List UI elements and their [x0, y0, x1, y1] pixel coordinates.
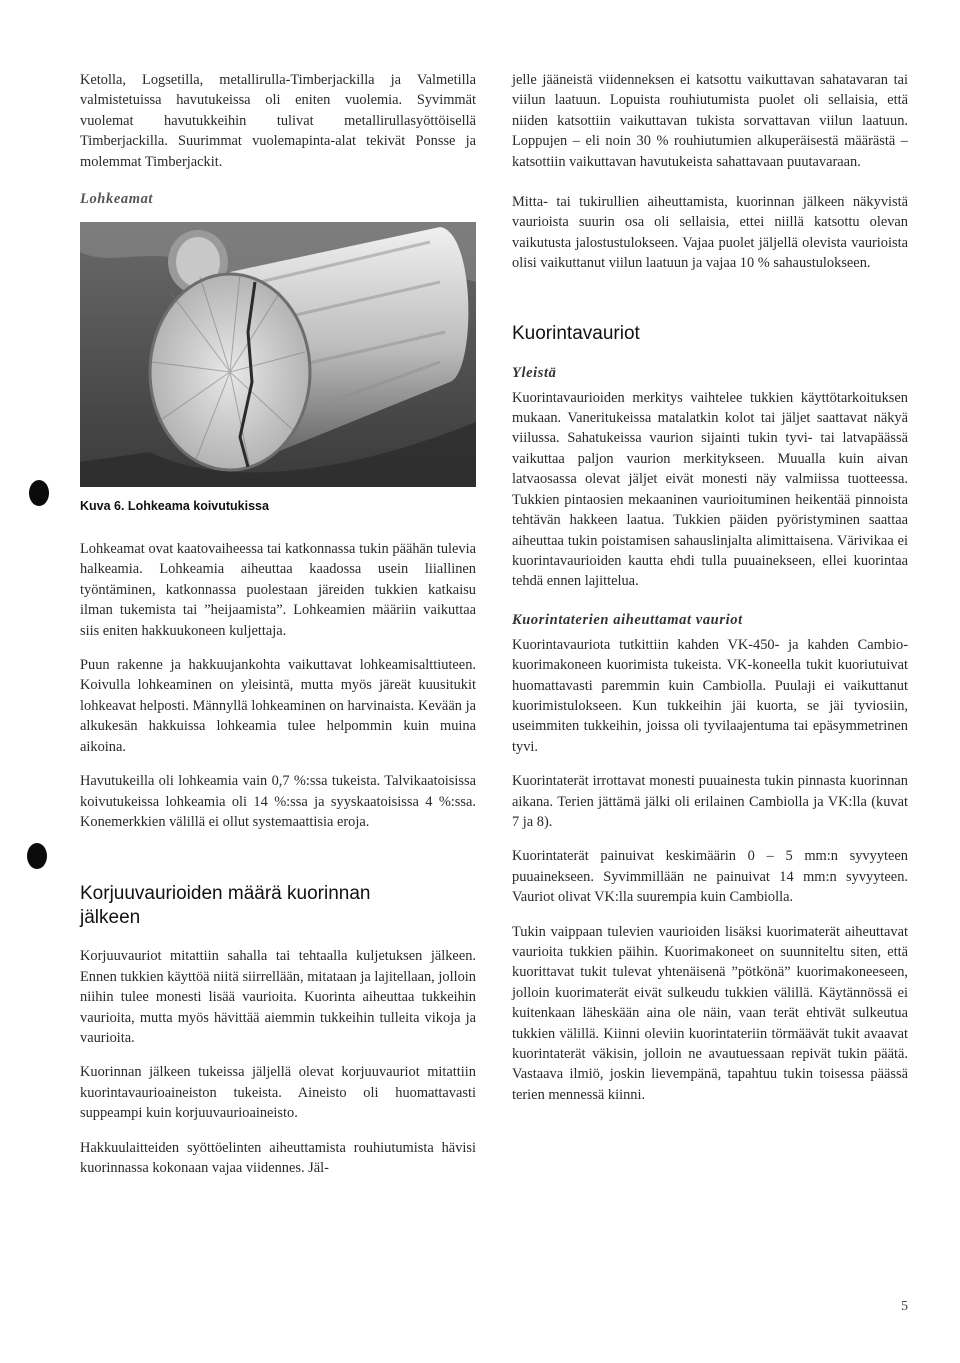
korjuu-paragraph-2: Kuorinnan jälkeen tukeissa jäljellä olevat korjuuvauriot mitattiin kuorintavaurioaineiston tukeista. Aineisto oli huomattavasti suppeampi kuin korjuuvaurioaineisto. — [80, 1064, 476, 1122]
subheading-yleista: Yleistä — [512, 364, 557, 381]
lohkeamat-paragraph-3: Havutukeilla oli lohkeamia vain 0,7 %:ssa tukeista. Talvikaatoisissa koivutukeissa lohkeamia oli 14 %:ssa ja syyskaatoisissa 4 %:ssa. Konemerkkien välillä ei ollut systemaattisia eroja. — [80, 773, 476, 830]
section-heading-kuorintavauriot: Kuorintavauriot — [512, 322, 640, 344]
aiheuttamat-paragraph-4: Tukin vaippaan tulevien vaurioiden lisäksi kuorimaterät aiheuttavat vaurioita tukkien päihin. Kuorimakoneet on suunniteltu siten, että kuorittavat tukit tulevat yhtenäisenä ”pötkönä” kuorimakoneeseen, jolloin kuorimaterät eivät sulkeudu tukkien välillä. Käytännössä ei kuitenkaan läheskään aina ole näin, vaan terät ehtivät sulkeutua tukkien välillä. Kiinni oleviin kuorintateriin törmäävät tukit avaavat kuorintaterät väkisin, jolloin ne avautuessaan repivät tukin päätä. Vastaava ilmiö, joskin lievempänä, tapahtuu tukin toisessa päässä terien mennessä kiinni. — [512, 923, 908, 1103]
binder-hole-top — [29, 480, 49, 506]
aiheuttamat-paragraph-3: Kuorintaterät painuivat keskimäärin 0 – 5 mm:n syvyyteen puuainekseen. Syvimmillään ne painuivat 14 mm:n syvyyteen. Vauriot olivat VK:lla suurempia kuin Cambiolla. — [512, 848, 908, 906]
section-heading-korjuuvauriot: Korjuuvaurioiden määrä kuorinnan jälkeen — [80, 883, 371, 929]
figure-caption: Kuva 6. Lohkeama koivutukissa — [80, 499, 269, 514]
log-illustration — [80, 222, 476, 487]
korjuu-paragraph-1: Korjuuvauriot mitattiin sahalla tai tehtaalla kuljetuksen jälkeen. Ennen tukkien käyttöä niitä siirrellään, mitataan ja lajitellaan, jolloin niihin tulee monesti lisää vaurioita. Kuorinta aiheuttaa tukkeihin vaurioita, mutta myös hävittää aiemmin tukkeihin tulleita vikoja ja vaurioita. — [80, 948, 476, 1046]
lohkeamat-paragraph-2: Puun rakenne ja hakkuujankohta vaikuttavat lohkeamisalttiuteen. Koivulla lohkeaminen on yleisintä, mutta myös järeät kuusitukit lohkeavat helposti. Männyllä lohkeaminen on harvinaista. Kevään ja alkukesän hakkuissa lohkeamia tulee helpommin kuin muina aikoina. — [80, 657, 476, 755]
rullat-paragraph: Mitta- tai tukirullien aiheuttamista, kuorinnan jälkeen näkyvistä vaurioista suurin osa oli sellaisia, ettei niillä katsottu olevan vaikutusta jalostustulokseen. Vajaa puolet jäljellä olevista vaurioista olisi vaikuttanut viilun laatuun ja vajaa 10 % sahaustulokseen. — [512, 194, 908, 272]
aiheuttamat-paragraph-2: Kuorintaterät irrottavat monesti puuainesta tukin pinnasta kuorinnan aikana. Terien jättämä jälki oli erilainen Cambiolla ja VK:lla (kuvat 7 ja 8). — [512, 773, 908, 830]
split-log-photo — [80, 222, 476, 487]
intro-paragraph: Ketolla, Logsetilla, metallirulla-Timberjackilla ja Valmetilla valmistetuissa havutukeissa oli eniten vuolemia. Syvimmät vuolemat havutukkeihin tulivat metallirullasyöttöisellä Timberjackilla. Suurimmat vuolemapinta-alat tekivät Ponsse ja molemmat Timberjackit. — [80, 72, 476, 170]
aiheuttamat-paragraph-1: Kuorintavauriota tutkittiin kahden VK-450- ja kahden Cambio-kuorimakoneen kuorimista tukeista. VK-koneella tukit kuoriutuivat huomattavasti paremmin kuin Cambiolla. Puulaji ei vaikuttanut kuorimistulokseen. Kun tukkeihin jäi kuorta, se jäi tyviosiin, useimmiten tukkeihin, joissa oli tyvilaajentuma tai epäsymmetrinen tyvi. — [512, 636, 908, 755]
right-column — [512, 70, 908, 1105]
subheading-kuorintaterien-vauriot: Kuorintaterien aiheuttamat vauriot — [512, 611, 743, 628]
lohkeamat-paragraph-1: Lohkeamat ovat kaatovaiheessa tai katkonnassa tukin päähän tulevia halkeamia. Lohkeamia aiheuttaa kaadossa usein liiallinen työntäminen, katkonnassa puolestaan järeiden tukkien katkaisu ilman tukemista tai ”heijaamista”. Lohkeamien määriin vaikuttaa siis eniten hakkuukoneen kuljettaja. — [80, 541, 476, 639]
binder-hole-bottom — [27, 843, 47, 869]
left-column — [80, 70, 476, 1178]
section-subheading-lohkeamat: Lohkeamat — [80, 191, 154, 208]
korjuu-paragraph-3: Hakkuulaitteiden syöttöelinten aiheuttamista rouhiutumista hävisi kuorinnassa kokonaan vajaa viidennes. Jäl- — [80, 1139, 476, 1176]
continued-paragraph: jelle jääneistä viidenneksen ei katsottu vaikuttavan sahatavaran tai viilun laatuun. Lopuista rouhiutumista puolet oli sellaisia, että niiden katsottiin vaikuttavan tukista sorvattavan viilun laatuun. Loppujen – eli noin 30 % rouhiutumien alkuperäisestä määrästä – katsottiin vaikuttavan havutukeista sahattavaan puutavaraan. — [512, 72, 908, 170]
page-number: 5 — [901, 1299, 908, 1314]
yleista-paragraph: Kuorintavaurioiden merkitys vaihtelee tukkien käyttötarkoituksen mukaan. Vaneritukeissa matalatkin kolot tai jäljet saattavat näkyä viilussa. Sahatukeissa vaurion sijainti tukin tyvi- tai latvapäässä vaikuttaa paljon vaurion merkitykseen. Muualla kuin aivan latvaosassa olevat jäljet eivät monesti näy valmiissa tuotteessa. Tukkien pintaosien mekaaninen vaurioituminen heikentää pinnoista tehtävän hakkeen laatua. Tukkien päiden pyöristyminen saattaa aiheuttaa tukin poistamisen sahauslinjalta alimittaisena. Värivikaa ei kuorintavaurioiden kautta ehdi tulla puuainekseen, ellei kuorintaa tehdä ennen lajittelua. — [512, 389, 908, 590]
